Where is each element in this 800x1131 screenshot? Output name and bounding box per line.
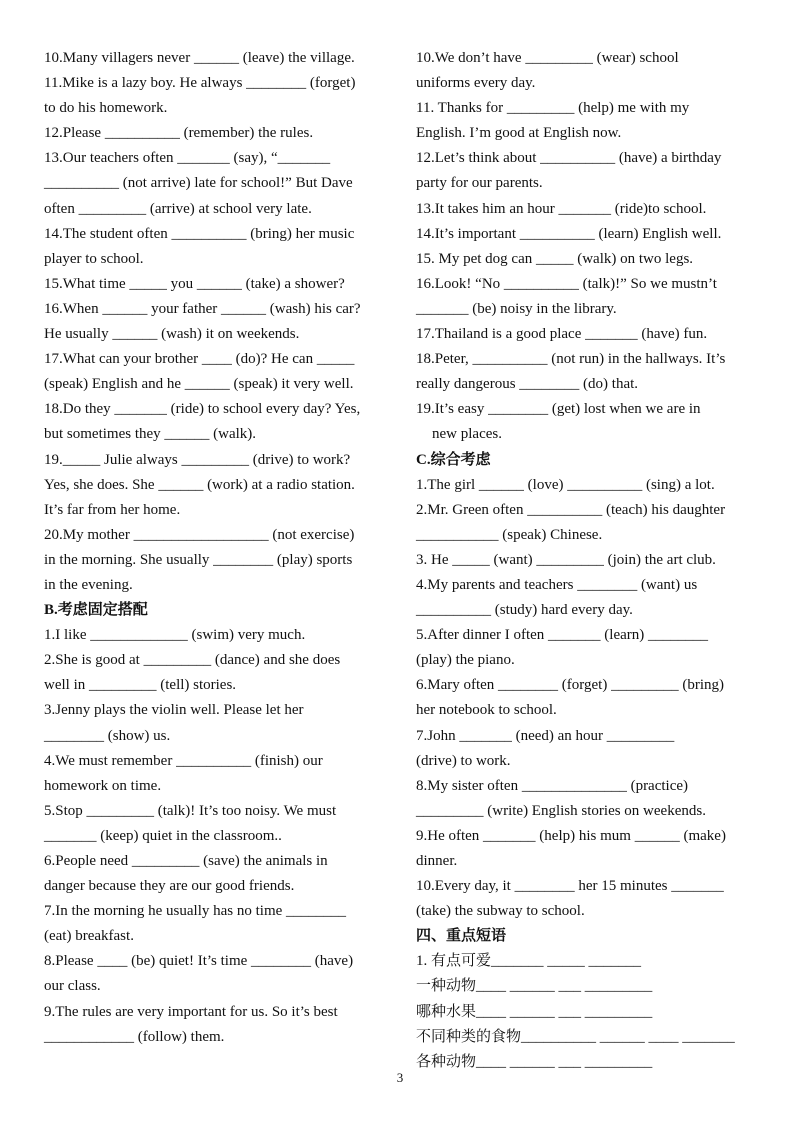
exercise-line: _________ (write) English stories on weekends. (416, 802, 706, 819)
exercise-line: (speak) English and he ______ (speak) it very well. (44, 376, 354, 393)
phrase-line: 不同种类的食物__________ ______ ____ _______ (416, 1028, 735, 1045)
exercise-line: 5.After dinner I often _______ (learn) ________ (416, 627, 709, 644)
phrase-line: 各种动物____ ______ ___ _________ (416, 1053, 653, 1070)
exercise-line: often _________ (arrive) at school very late. (44, 200, 312, 217)
exercise-line: in the evening. (44, 576, 133, 593)
exercise-line: 17.Thailand is a good place _______ (have) fun. (416, 326, 708, 343)
exercise-line: well in _________ (tell) stories. (44, 677, 237, 694)
exercise-line: (play) the piano. (416, 652, 515, 669)
exercise-line: dinner. (416, 853, 458, 869)
exercise-line: party for our parents. (416, 175, 543, 192)
section-b-heading: B.考虑固定搭配 (44, 602, 148, 619)
exercise-line: 14.It’s important __________ (learn) English well. (416, 225, 722, 242)
exercise-line: 20.My mother __________________ (not exercise) (44, 526, 355, 543)
exercise-line: 4.We must remember __________ (finish) our (44, 752, 323, 769)
exercise-line: 6.People need _________ (save) the animals in (44, 853, 328, 869)
exercise-line: really dangerous ________ (do) that. (416, 376, 639, 393)
exercise-line: _______ (keep) quiet in the classroom.. (44, 827, 282, 844)
exercise-line: Yes, she does. She ______ (work) at a radio station. (44, 476, 355, 493)
exercise-line: 3.Jenny plays the violin well. Please let her (44, 702, 304, 719)
exercise-line: 1.I like _____________ (swim) very much. (44, 627, 306, 644)
exercise-line: (drive) to work. (416, 752, 511, 769)
exercise-line: 9.He often _______ (help) his mum ______ (make) (416, 827, 726, 844)
exercise-line: 3. He _____ (want) _________ (join) the art club. (416, 551, 716, 568)
exercise-line: 2.She is good at _________ (dance) and she does (44, 652, 341, 669)
exercise-line: (take) the subway to school. (416, 903, 585, 920)
exercise-line: to do his homework. (44, 100, 168, 117)
exercise-line: uniforms every day. (416, 75, 536, 92)
phrase-line: 1. 有点可爱_______ _____ _______ (416, 953, 642, 970)
exercise-line: 19.It’s easy ________ (get) lost when we are in (416, 401, 701, 418)
page-number: 3 (396, 1070, 404, 1085)
exercise-line: English. I’m good at English now. (416, 125, 622, 142)
exercise-line: 10.Every day, it ________ her 15 minutes _______ (416, 878, 724, 895)
exercise-line: ________ (show) us. (44, 727, 171, 744)
exercise-line: player to school. (44, 250, 144, 267)
left-column (44, 46, 388, 1050)
exercise-line: 5.Stop _________ (talk)! It’s too noisy. We must (44, 802, 337, 819)
exercise-line: He usually ______ (wash) it on weekends. (44, 326, 300, 343)
phrase-line: 一种动物____ ______ ___ _________ (416, 978, 653, 995)
exercise-line: new places. (432, 426, 502, 443)
exercise-line: 12.Please __________ (remember) the rules. (44, 125, 314, 142)
exercise-line: 1.The girl ______ (love) __________ (sing) a lot. (416, 476, 715, 493)
exercise-line: 11. Thanks for _________ (help) me with my (416, 100, 690, 117)
exercise-line: 4.My parents and teachers ________ (want) us (416, 576, 698, 593)
exercise-line: 17.What can your brother ____ (do)? He can _____ (44, 351, 355, 368)
exercise-line: 12.Let’s think about __________ (have) a birthday (416, 150, 722, 167)
exercise-line: (eat) breakfast. (44, 928, 134, 945)
exercise-line: 7.John _______ (need) an hour _________ (416, 727, 675, 744)
section-c-heading: C.综合考虑 (416, 451, 491, 468)
exercise-line: but sometimes they ______ (walk). (44, 426, 257, 443)
phrase-line: 哪种水果____ ______ ___ _________ (416, 1003, 653, 1020)
exercise-line: in the morning. She usually ________ (play) sports (44, 551, 353, 568)
exercise-line: __________ (study) hard every day. (416, 602, 633, 619)
exercise-line: 18.Peter, __________ (not run) in the hallways. It’s (416, 351, 726, 368)
exercise-line: homework on time. (44, 777, 162, 794)
exercise-line: 16.When ______ your father ______ (wash) his car? (44, 300, 361, 317)
exercise-line: 15.What time _____ you ______ (take) a shower? (44, 275, 345, 292)
exercise-line: 14.The student often __________ (bring) her music (44, 225, 355, 242)
exercise-line: our class. (44, 978, 101, 995)
exercise-line: 7.In the morning he usually has no time ________ (44, 903, 347, 920)
exercise-line: 10.Many villagers never ______ (leave) the village. (44, 50, 355, 66)
exercise-line: _______ (be) noisy in the library. (416, 300, 617, 317)
exercise-line: ___________ (speak) Chinese. (416, 526, 603, 543)
exercise-line: ____________ (follow) them. (44, 1028, 225, 1045)
exercise-line: 15. My pet dog can _____ (walk) on two legs. (416, 250, 694, 267)
exercise-line: 13.Our teachers often _______ (say), “_______ (44, 150, 331, 167)
exercise-line: 13.It takes him an hour _______ (ride)to school. (416, 200, 707, 217)
exercise-line: 10.We don’t have _________ (wear) school (416, 50, 679, 66)
exercise-line: 6.Mary often ________ (forget) _________ (bring) (416, 677, 724, 694)
exercise-line: 11.Mike is a lazy boy. He always ________ (forget) (44, 75, 356, 92)
exercise-line: her notebook to school. (416, 702, 557, 719)
exercise-line: 16.Look! “No __________ (talk)!” So we mustn’t (416, 275, 717, 292)
exercise-line: 19._____ Julie always _________ (drive) to work? (44, 451, 351, 468)
exercise-line: 2.Mr. Green often __________ (teach) his daughter (416, 501, 726, 518)
exercise-line: 8.Please ____ (be) quiet! It’s time ________ (have) (44, 953, 354, 970)
exercise-line: It’s far from her home. (44, 501, 181, 518)
exercise-line: danger because they are our good friends. (44, 878, 295, 895)
right-column (416, 46, 756, 1075)
exercise-line: 8.My sister often ______________ (practice) (416, 777, 689, 794)
exercise-line: 18.Do they _______ (ride) to school every day? Yes, (44, 401, 361, 418)
section-4-heading: 四、重点短语 (416, 928, 507, 945)
exercise-line: __________ (not arrive) late for school!” But Dave (44, 175, 353, 192)
exercise-line: 9.The rules are very important for us. So it’s best (44, 1003, 338, 1020)
